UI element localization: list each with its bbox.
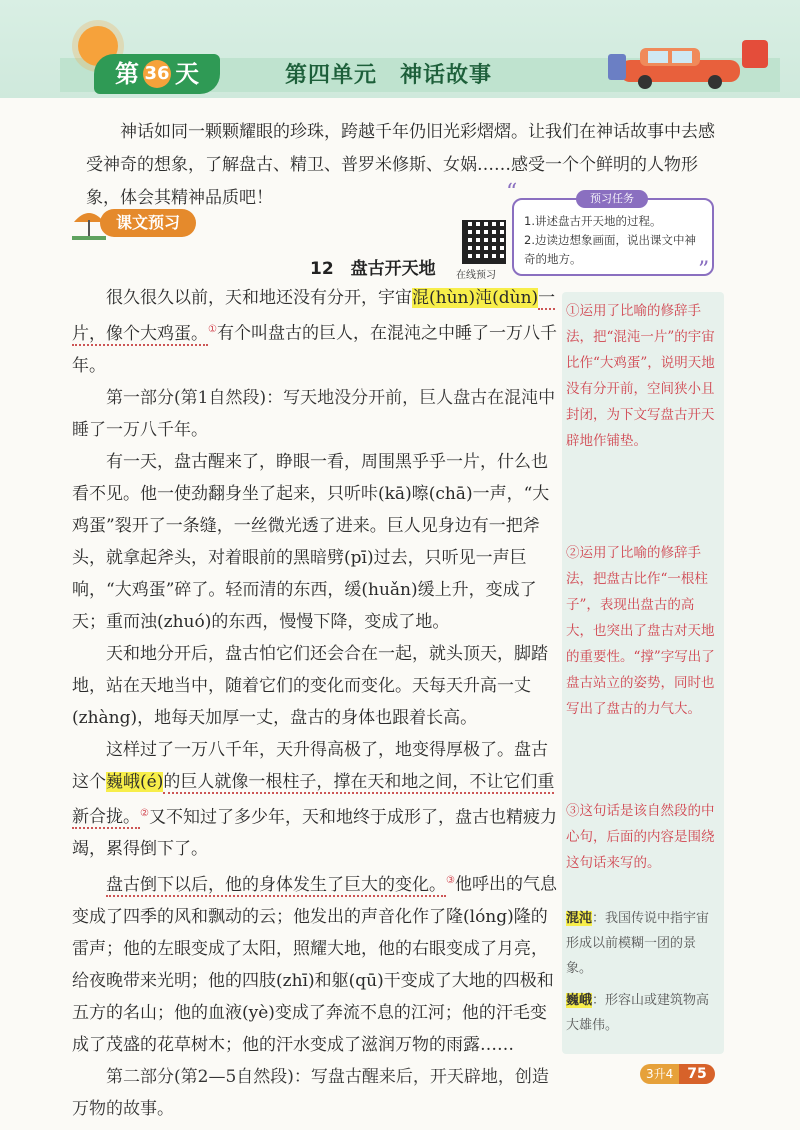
unit-title: 第四单元 神话故事 bbox=[285, 63, 493, 88]
day-badge bbox=[94, 54, 220, 94]
note-3: ③这句话是该自然段的中心句，后面的内容是围绕这句话来写的。 bbox=[566, 803, 715, 871]
page-number bbox=[640, 1064, 715, 1084]
lesson-title: 12 盘古开天地 bbox=[310, 259, 436, 279]
p5-text-a: 盘古倒下以后，他的身体发生了巨大的变化。 bbox=[106, 874, 446, 895]
glossary-term-2: 巍峨 bbox=[566, 993, 593, 1008]
paragraph-2: 有一天，盘古醒来了，睁眼一看，周围黑乎乎一片，什么也看不见。他一使劲翻身坐了起来，只听咔(kā)嚓(chā)一声，“大鸡蛋”裂开了一条缝，一丝微光透了进来。巨人见身边有一把斧头，就拿起斧头，对着眼前的黑暗劈(pī)过去，只听见一声巨响，“大鸡蛋”碎了。轻而清的东西，缓(huǎn)缓上升，变成了天；重而浊(zhuó)的东西，慢慢下降，变成了地。 bbox=[72, 451, 550, 632]
summary-2: 第二部分(第2—5自然段)：写盘古醒来后，开天辟地，创造万物的故事。 bbox=[72, 1066, 549, 1119]
day-prefix: 第 bbox=[115, 60, 139, 88]
p1-highlight: 混(hùn)沌(dùn) bbox=[412, 288, 539, 308]
qr-label: 在线预习 bbox=[456, 270, 496, 281]
summary-1: 第一部分(第1自然段)：写天地没分开前，巨人盘古在混沌中睡了一万八千年。 bbox=[72, 387, 556, 440]
p1-text-b: 一片，像个大鸡蛋。 bbox=[72, 288, 556, 344]
p4-text-a: 这样过了一万八千年，天升得高极了，地变得厚极了。盘古这个 bbox=[72, 739, 548, 792]
task-title: 预习任务 bbox=[576, 190, 648, 208]
task-item-1: 1.讲述盘古开天地的过程。 bbox=[524, 214, 662, 228]
task-item-2: 2.边读边想象画面，说出课文中神奇的地方。 bbox=[524, 233, 696, 266]
intro-paragraph: 神话如同一颗颗耀眼的珍珠，跨越千年仍旧光彩熠熠。让我们在神话故事中去感受神奇的想象，了解盘古、精卫、普罗米修斯、女娲……感受一个个鲜明的人物形象，体会其精神品质吧！ bbox=[86, 122, 715, 208]
note-1: ①运用了比喻的修辞手法，把“混沌一片”的宇宙比作“大鸡蛋”，说明天地没有分开前，空间狭小且封闭，为下文写盘古开天辟地作铺垫。 bbox=[566, 303, 715, 449]
lesson-text bbox=[72, 282, 558, 1125]
note-marker-1: ① bbox=[208, 324, 217, 335]
day-number: 36 bbox=[143, 60, 171, 88]
p1-text-c: 有个叫盘古的巨人，在混沌之中睡了一万八千年。 bbox=[72, 323, 557, 376]
glossary-def-2: ：形容山或建筑物高大雄伟。 bbox=[566, 993, 710, 1033]
section-label: 课文预习 bbox=[100, 209, 196, 237]
note-2: ②运用了比喻的修辞手法，把盘古比作“一根柱子”，表现出盘古的高大，也突出了盘古对天地的重要性。“撑”字写出了盘古站立的姿势，同时也写出了盘古的力气大。 bbox=[566, 545, 715, 717]
note-marker-3: ③ bbox=[446, 875, 455, 887]
qr-code[interactable] bbox=[462, 220, 506, 264]
glossary-2 bbox=[566, 988, 720, 1038]
paragraph-3: 天和地分开后，盘古怕它们还会合在一起，就头顶天，脚踏地，站在天地当中，随着它们的变化而变化。天每天升高一丈(zhàng)，地每天加厚一丈，盘古的身体也跟着长高。 bbox=[72, 643, 548, 728]
note-marker-2: ② bbox=[140, 807, 149, 819]
day-suffix: 天 bbox=[175, 60, 199, 88]
p4-text-c: 又不知过了多少年，天和地终于成形了，盘古也精疲力竭，累得倒下了。 bbox=[72, 807, 557, 860]
preview-task-box bbox=[512, 198, 714, 276]
glossary-term-1: 混沌 bbox=[566, 911, 593, 926]
grade-label: 3升4 bbox=[640, 1064, 679, 1084]
car-icon bbox=[600, 40, 770, 90]
p5-text-b: 他呼出的气息变成了四季的风和飘动的云；他发出的声音化作了隆(lóng)隆的雷声；他的左眼变成了太阳，照耀大地，他的右眼变成了月亮，给夜晚带来光明；他的四肢(zhī)和躯(qū)干变成了大地的四极和五方的名山；他的血液(yè)变成了奔流不息的江河；他的汗毛变成了茂盛的花草树木；他的汗水变成了滋润万物的雨露…… bbox=[72, 874, 557, 1055]
paragraph-1 bbox=[72, 282, 558, 382]
glossary-def-1: ：我国传说中指宇宙形成以前模糊一团的景象。 bbox=[566, 911, 710, 976]
page-number-value: 75 bbox=[679, 1064, 714, 1084]
p4-text-b: 的巨人就像一根柱子，撑在天和地之间，不让它们重新合拢。 bbox=[72, 771, 555, 828]
glossary-1 bbox=[566, 906, 720, 981]
p4-highlight: 巍峨(é) bbox=[106, 771, 164, 792]
quote-open-icon: “ bbox=[506, 180, 518, 205]
quote-close-icon: ” bbox=[698, 258, 710, 283]
p1-text-a: 很久很久以前，天和地还没有分开，宇宙 bbox=[106, 288, 412, 308]
paragraph-5 bbox=[72, 865, 558, 1061]
paragraph-4 bbox=[72, 734, 558, 866]
